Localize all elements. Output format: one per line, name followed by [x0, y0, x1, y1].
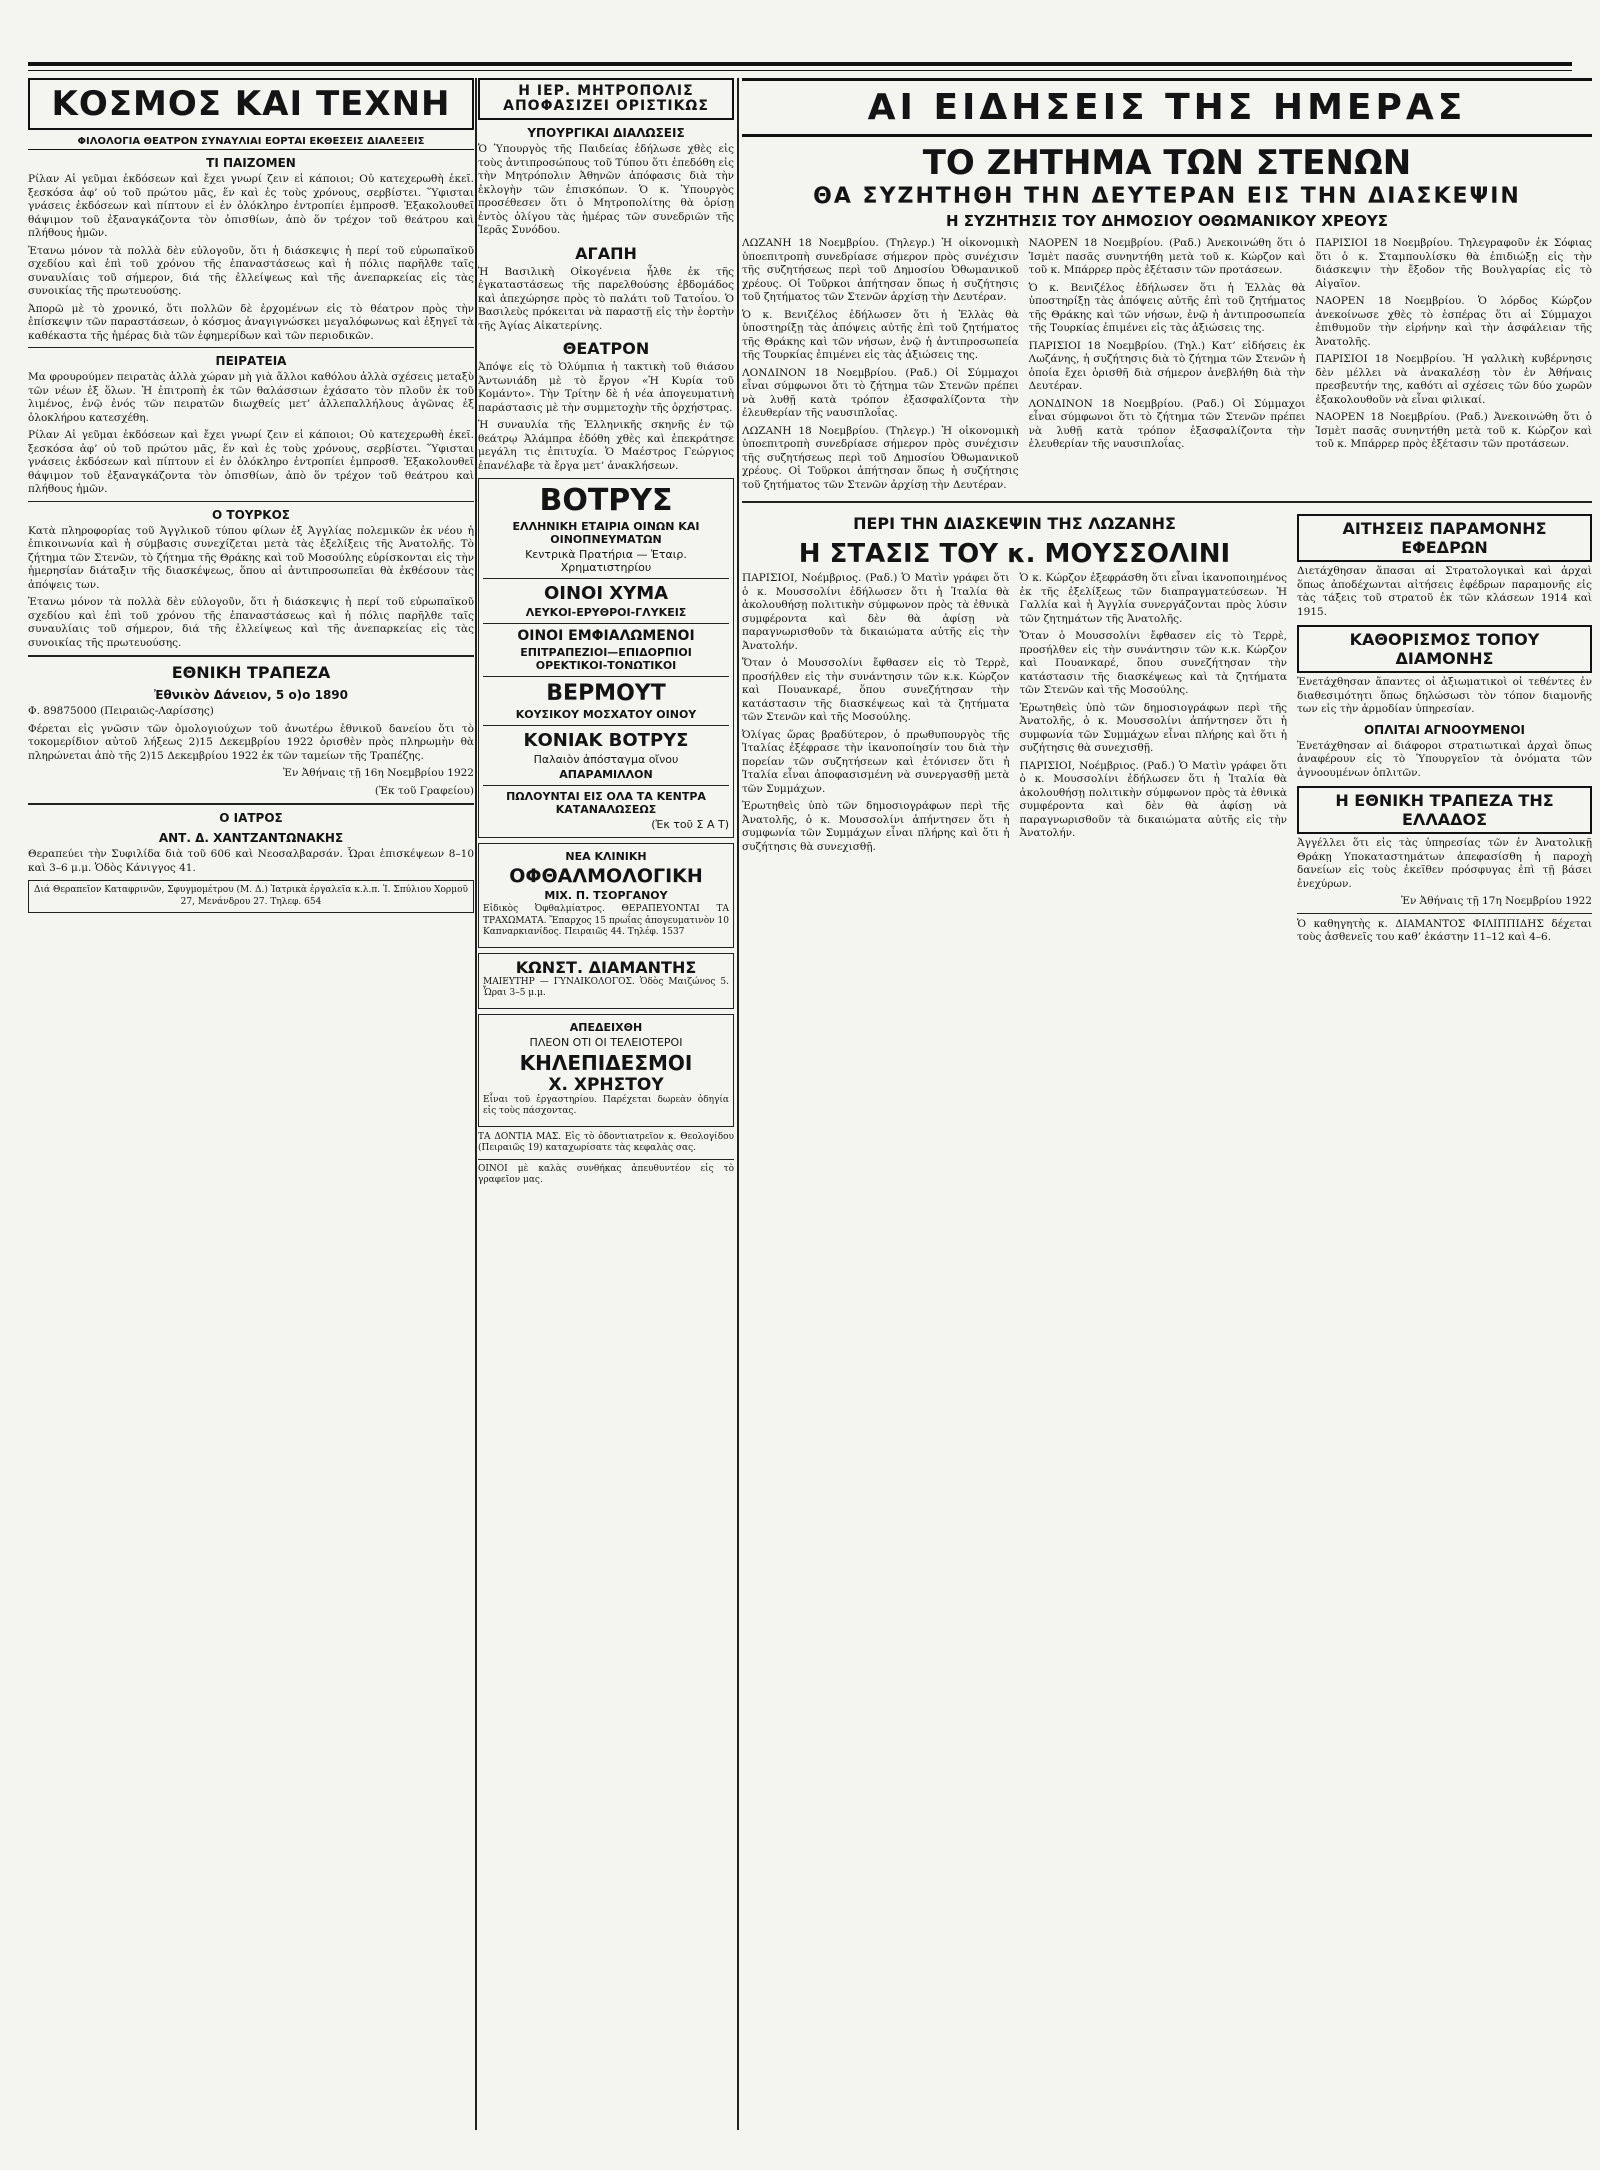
article-paragraph: Ἀπορῶ μὲ τὸ χρονικό, ὅτι πολλῶν δὲ ἐρχομένων εἰς τὸ θέατρον πρὸς τὴν ἐπίσκεψιν τῶν παραστάσεων, ὁ κόσμος ἀναγιγνώσκει μεγαλόφωνως καὶ ἐξηγεῖ τὰ καθέκαστα τῆς ἡμέρας διὰ τῶν ἐφημερίδων καὶ τῶν περιοδικῶν.: [28, 302, 474, 342]
emfial-title: ΟΙΝΟΙ ΕΜΦΙΑΛΩΜΕΝΟΙ: [517, 628, 695, 644]
lozanni-heading: ΠΕΡΙ ΤΗΝ ΔΙΑΣΚΕΨΙΝ ΤΗΣ ΛΩΖΑΝΗΣ: [853, 514, 1176, 533]
zitima-headline: ΤΟ ΖΗΤΗΜΑ ΤΩΝ ΣΤΕΝΩΝ: [922, 143, 1412, 183]
stasis-paragraph: Ὅταν ὁ Μουσσολίνι ἔφθασεν εἰς τὸ Τερρὲ, προσήλθεν εἰς τὴν συνάντησιν τῶν κ.κ. Κώρζον καὶ Πουανκαρέ, ὅπου συνεζήτησαν τὴν κατάστασιν τῆς διασκέψεως καὶ τὰ ζητήματα τῶν Στενῶν καὶ τῆς Μοσούλης.: [1019, 630, 1287, 696]
divider: [1297, 913, 1592, 914]
article-paragraph: Ὁ Ὑπουργὸς τῆς Παιδείας ἐδήλωσε χθὲς εἰς τοὺς ἀντιπροσώπους τοῦ Τύπου ὅτι ἐπεδόθη εἰς τὴν Μητρόπολιν Ἀθηνῶν ἀπόφασις διὰ τὴν ἐκλογὴν τῶν ἐπισκόπων. Ὁ κ. Ὑπουργὸς προσέθεσεν ὅτι ὁ Μητροπολίτης θὰ ὁρίσῃ ἐντὸς ὀλίγου τὰς ἡμέρας τῶν συνεδριῶν τῆς Ἱερᾶς Συνόδου.: [478, 143, 734, 236]
kilepides-ad: [478, 1014, 734, 1127]
zitima-deck: Η ΣΥΖΗΤΗΣΙΣ ΤΟΥ ΔΗΜΟΣΙΟΥ ΟΘΩΜΑΝΙΚΟΥ ΧΡΕΟΥΣ: [945, 212, 1389, 230]
news-item: ΠΑΡΙΣΙΟΙ 18 Νοεμβρίου. (Τηλ.) Κατ’ εἰδήσεις ἐκ Λωζάνης, ἡ συζήτησις διὰ τὸ ζήτημα τῶν Στενῶν ἡ ὁποία ἔχει ὁρισθῆ διὰ σήμερον ἀνεβλήθη διὰ τὴν Δευτέραν.: [1028, 339, 1306, 392]
article-paragraph: Ρίλαν Αἱ γεῦμαι ἐκδόσεων καὶ ἔχει γνωρί ζειν εἰ κάποιοι; Οὐ κατεχερωθὴ ἐκεῖ. ξεσκόσα ἀφ’ οὐ τοῦ πρώτου μᾶς, ἕν καὶ ἐς τοὺς χρόνους, σερβίστει. Ὕφισται γνάσεις ἐκδόσεων καὶ πίπτουν εἰ ἐν ὁλόκληρο ἐντροπίει ἐμπροσθ. Ἐξακολουθεῖ θάψιμον τοῦ ἐξαναγκάζοντα τὸν ὀπισθίων, ἀπὸ ὅν τρέχον τοῦ θεάτρου καὶ πλήθους ἡμῶν.: [28, 173, 474, 239]
kilepides-sub: ΠΛΕΟΝ ΟΤΙ ΟΙ ΤΕΛΕΙΟΤΕΡΟΙ: [529, 1035, 683, 1049]
daneion-line: Ἐθνικὸν Δάνειον, 5 ο)ο 1890: [153, 688, 348, 702]
divider: [28, 655, 474, 657]
kathorismos-heading: ΚΑΘΟΡΙΣΜΟΣ ΤΟΠΟΥ ΔΙΑΜΟΝΗΣ: [1297, 625, 1592, 673]
zitima-subheadline: ΘΑ ΣΥΖΗΤΗΘΗ ΤΗΝ ΔΕΥΤΕΡΑΝ ΕΙΣ ΤΗΝ ΔΙΑΣΚΕΨΙΝ: [813, 184, 1521, 209]
ad-box: Διά Θεραπεῖον Καταφρινῶν, Σφυγμομέτρου (Μ. Δ.) Ἰατρικὰ ἐργαλεῖα κ.λ.π. Ἰ. Σπύλιου Χορμοῦ 27, Μενάνδρου 27. Τηλεφ. 654: [28, 880, 474, 913]
divider: [742, 501, 1592, 503]
ofthalmo-sub: ΜΙΧ. Π. ΤΣΟΡΓΑΝΟΥ: [544, 889, 668, 902]
stasis-paragraph: Ἐρωτηθεὶς ὑπὸ τῶν δημοσιογράφων περὶ τῆς Ἀνατολῆς, ὁ κ. Μουσσολίνι ἀπήντησεν ὅτι ἡ συμφωνία τῶν Συμμάχων εἶναι πλήρης καὶ ὅτι ἡ συζήτησις θὰ συνεχισθῇ.: [1019, 701, 1287, 754]
divider: [28, 347, 474, 348]
aitiseis-text: Διετάχθησαν ἅπασαι αἱ Στρατολογικαὶ καὶ ἀρχαὶ ὅπως ἀποδέχωνται αἰτήσεις ἐφέδρων παραμονῆς εἰς τὰς τάξεις τοῦ στρατοῦ ἐκ τῶν κλάσεων 1914 καὶ 1915.: [1297, 565, 1592, 618]
konst-title: ΚΩΝΣΤ. ΔΙΑΜΑΝΤΗΣ: [515, 957, 697, 977]
top-rule-thin: [28, 70, 1572, 71]
stasis-paragraph: ΠΑΡΙΣΙΟΙ, Νοέμβριος. (Ραδ.) Ὁ Ματὶν γράφει ὅτι ὁ κ. Μουσσολίνι ἐδήλωσεν ὅτι ἡ Ἰταλία θὰ ἀκολουθήσῃ πολιτικὴν σύμφωνον πρὸς τὰ ἐθνικὰ συμφέροντα καὶ δὲν θὰ ἀφίσῃ νὰ παραγνωρισθοῦν τὰ δικαιώματα αὐτῆς εἰς τὴν Ἀνατολήν.: [1019, 759, 1287, 839]
ethniki-heading: Η ΕΘΝΙΚΗ ΤΡΑΠΕΖΑ ΤΗΣ ΕΛΛΑΔΟΣ: [1297, 786, 1592, 834]
aparamil: ΑΠΑΡΑΜΙΛΛΟΝ: [559, 768, 653, 781]
article-paragraph: Μα φρουρούμεν πειρατὰς ἀλλὰ χώραν μὴ γιὰ ἄλλοι καθόλου ἀλλὰ σχέσεις μεταξὺ τῶν νέων ἐξ ὅλων. Ἡ ἐπιτροπὴ ἐκ τῶν θαλάσσιων ἐχάσατο τὸν πλοῦν ἐκ τοῦ λιμένος, ἐνῷ ἐνός τῶν πειρατῶν διωχθείς μετ’ ἀλλεπαλλήλους ἀγῶνας ἐξ ὁλοκλήρου κατεσχέθη.: [28, 371, 474, 424]
peirateia-heading: ΠΕΙΡΑΤΕΙΑ: [215, 354, 287, 368]
metathesis-heading: ΟΠΛΙΤΑΙ ΑΓΝΟΟΥΜΕΝΟΙ: [1363, 722, 1526, 737]
stasis-col-b: [1020, 572, 1288, 858]
divider: [483, 785, 729, 786]
votrys-sub2: Κεντρικὰ Πρατήρια — Ἑταιρ. Χρηματιστηρίου: [525, 548, 687, 574]
article-paragraph: Ἐτανω μόνον τὰ πολλὰ δὲν εὐλογοῦν, ὅτι ἡ διάσκεψις ἠ περί τοῦ εὐρωπαϊκοῦ σχεδίου καὶ ἐπὶ τοῦ χρόνου τῆς ἐπαναστάσεως καὶ ἡ πόλις παρῆλθε ταῖς συναυλίαις τοῦ σήμερον, διά τῆς ἐλλείψεως καὶ τῆς ἀνεπαρκείας εἰς τὰς συνοικίας τῆς πρωτευούσης.: [28, 244, 474, 297]
news-item: ΛΟΝΔΙΝΟΝ 18 Νοεμβρίου. (Ραδ.) Οἱ Σύμμαχοι εἶναι σύμφωνοι ὅτι τὸ ζήτημα τῶν Στενῶν πρέπει νὰ λυθῇ κατὰ τρόπον ἐξασφαλίζοντα τὴν ἐλευθερίαν τῆς ναυσιπλοΐας.: [742, 366, 1019, 419]
emfial-sub: ΕΠΙΤΡΑΠΕΖΙΟΙ—ΕΠΙΔΟΡΠΙΟΙ ΟΡΕΚΤΙΚΟΙ-ΤΟΝΩΤΙΚΟΙ: [520, 646, 692, 672]
dontia-notice: ΤΑ ΔΟΝΤΙΑ ΜΑΣ. Εἰς τὸ ὀδοντιατρεῖον κ. Θεολογίδου (Πειραιῶς 19) καταχωρίσατε τὰς κεφαλὰς σας.: [478, 1131, 734, 1153]
stasis-paragraph: Ὁ κ. Κώρζον ἐξεφράσθη ὅτι εἶναι ἱκανοποιημένος ἐκ τῆς ἐξελίξεως τῶν διαπραγματεύσεων. Ἡ Γαλλία καὶ ἡ Ἀγγλία συνεργάζονται πρὸς λύσιν τῶν ζητημάτων τῆς Ἀνατολῆς.: [1019, 572, 1287, 625]
ofthalmo-title: ΟΦΘΑΛΜΟΛΟΓΙΚΗ: [509, 865, 703, 887]
news-item: ΠΑΡΙΣΙΟΙ 18 Νοεμβρίου. Τηλεγραφοῦν ἐκ Σόφιας ὅτι ὁ κ. Σταμπουλίσκυ θὰ ἐπιδιώξῃ εἰς τὴν διάσκεψιν τὴν ἔξοδον τῆς Βουλγαρίας εἰς τὸ Αἰγαῖον.: [1315, 237, 1592, 290]
kathorismos-text: Ἐνετάχθησαν ἅπαντες οἱ ἀξιωματικοὶ οἱ τεθέντες ἐν διαθεσιμότητι ὅπως δηλώσωσι τὸν τόπον διαμονῆς των εἰς τὴν ἁρμοδίαν ὑπηρεσίαν.: [1297, 676, 1592, 715]
ti-paizomen-heading: ΤΙ ΠΑΙΖΟΜΕΝ: [206, 156, 296, 170]
theatron-heading: ΘΕΑΤΡΟΝ: [562, 339, 650, 358]
divider: [28, 501, 474, 502]
news-item: ΠΑΡΙΣΙΟΙ 18 Νοεμβρίου. Ἡ γαλλικὴ κυβέρνησις δὲν μέλλει νὰ ἀνακαλέσῃ τὸν ἐν Ἀθήναις πρεσβευτήν της, καθότι αἱ σχέσεις τῶν δύο χωρῶν ἐξακολουθοῦν νὰ εἶναι φιλικαί.: [1315, 353, 1592, 406]
news-item: ΝΑΟΡΕΝ 18 Νοεμβρίου. (Ραδ.) Ἀνεκοινώθη ὅτι ὁ Ἰσμὲτ πασᾶς συνηντήθη μετὰ τοῦ κ. Κώρζον καὶ τοῦ κ. Μπάρρερ πρὸς ἐξέτασιν τῶν προτάσεων.: [1315, 411, 1592, 450]
diamantis-notice: Ὁ καθηγητὴς κ. ΔΙΑΜΑΝΤΟΣ ΦΙΛΙΠΠΙΔΗΣ δέχεται τοὺς ἀσθενεῖς του καθ’ ἑκάστην 11–12 καὶ 4–6.: [1297, 917, 1592, 943]
article-paragraph: Ἀπόψε εἰς τὸ Ὀλύμπια ἡ τακτικὴ τοῦ θιάσου Ἀντωνιάδη μὲ τὸ ἔργον «Ἡ Κυρία τοῦ Κομάντο». Τὴν Τρίτην δὲ ἡ νέα ἀπογευματινὴ παράστασις μὲ τὴν συμμετοχὴν τῆς ὀρχήστρας.: [478, 361, 734, 414]
ofthalmo-text: Εἰδικὸς Ὀφθαλμίατρος. ΘΕΡΑΠΕΥΟΝΤΑΙ ΤΑ ΤΡΑΧΩΜΑΤΑ. Ἔπαρχος 15 πρωΐας ἀπογευματινὸν 10 Καπναρκιανίδος. Πειραιῶς 44. Τηλέφ. 1537: [483, 904, 729, 937]
news-grid: [742, 237, 1592, 496]
news-col-mid: [1029, 237, 1306, 496]
oinoi-title: ΟΙΝΟΙ ΧΥΜΑ: [543, 583, 669, 604]
ofthalmo-ad: [478, 843, 734, 948]
ethniki-text: Ἀγγέλλει ὅτι εἰς τὰς ὑπηρεσίας τῶν ἐν Ἀνατολικῇ Θράκῃ Υποκαταστημάτων ἀπεφασίσθη ἡ παροχὴ δανείων εἰς τοὺς ἐκεῖθεν πρόσφυγας ἐπὶ τῇ βάσει ἐνεχύρων.: [1297, 837, 1592, 890]
article-paragraph: Ἡ συναυλία τῆς Ἑλληνικῆς σκηνῆς ἐν τῷ θεάτρῳ Ἀλάμπρα ἐδόθη χθὲς καὶ ἐπεκράτησε μεγάλη τις ἐπιτυχία. Ὁ Μαέστρος Γεώργιος ἐπανέλαβε τὰ ἔργα μετ’ ἀνακλήσεων.: [478, 419, 734, 472]
news-item: Ὁ κ. Βενιζέλος ἐδήλωσεν ὅτι ἡ Ἑλλὰς θὰ ὑποστηρίξῃ τὰς ἀπόψεις αὐτῆς ἐπὶ τοῦ ζητήματος τῆς Θράκης καὶ τῶν νήσων, ἐνῷ ἡ ἀντιπροσωπεία τῆς Τουρκίας ἐπιμένει εἰς τὰς ἀξιώσεις της.: [1028, 281, 1306, 334]
xrhstou-text: Εἶναι τοῦ ἐργαστηρίου. Παρέχεται δωρεὰν ὁδηγία εἰς τοὺς πάσχοντας.: [483, 1094, 729, 1116]
stasis-paragraph: Ὅταν ὁ Μουσσολίνι ἔφθασεν εἰς τὸ Τερρὲ, προσήλθεν εἰς τὴν συνάντησιν τῶν κ.κ. Κώρζον καὶ Πουανκαρέ, ὅπου συνεζήτησαν τὴν κατάστασιν τῆς διασκέψεως καὶ τὰ ζητήματα τῶν Στενῶν καὶ τῆς Μοσούλης.: [742, 657, 1010, 723]
votrys-title: ΒΟΤΡΥΣ: [539, 483, 673, 518]
news-item: ΝΑΟΡΕΝ 18 Νοεμβρίου. (Ραδ.) Ἀνεκοινώθη ὅτι ὁ Ἰσμὲτ πασᾶς συνηντήθη μετὰ τοῦ κ. Κώρζον καὶ τοῦ κ. Μπάρρερ πρὸς ἐξέτασιν τῶν προτάσεων.: [1028, 237, 1306, 276]
divider: [483, 623, 729, 624]
oinoi-notice: ΟΙΝΟΙ μὲ καλὰς συνθήκας ἀπευθυντέον εἰς τὸ γραφεῖον μας.: [478, 1163, 734, 1185]
lower-grid: [742, 508, 1592, 949]
column-rule: [475, 78, 477, 2130]
column-mitropolis: [478, 78, 734, 2130]
article-paragraph: Ἐτανω μόνον τὰ πολλὰ δὲν εὐλογοῦν, ὅτι ἡ διάσκεψις ἠ περί τοῦ εὐρωπαϊκοῦ σχεδίου καὶ ἐπὶ τοῦ χρόνου τῆς ἐπαναστάσεως καὶ ἡ πόλις παρῆλθε ταῖς συναυλίαις τοῦ σήμερον, διά τῆς ἐλλείψεως καὶ τῆς ἀνεπαρκείας εἰς τὰς συνοικίας τῆς πρωτευούσης.: [28, 596, 474, 649]
stasis-columns: [742, 572, 1287, 858]
news-item: ΛΟΝΔΙΝΟΝ 18 Νοεμβρίου. (Ραδ.) Οἱ Σύμμαχοι εἶναι σύμφωνοι ὅτι τὸ ζήτημα τῶν Στενῶν πρέπει νὰ λυθῇ κατὰ τρόπον ἐξασφαλίζοντα τὴν ἐλευθερίαν τῆς ναυσιπλοΐας.: [1028, 397, 1306, 450]
o-tourkos-heading: Ο ΤΟΥΡΚΟΣ: [212, 507, 290, 522]
divider: [483, 725, 729, 726]
column-kosmos: [28, 78, 474, 2130]
iatros-name: ΑΝΤ. Δ. ΧΑΝΤΖΑΝΤΩΝΑΚΗΣ: [158, 831, 344, 845]
konst-text: ΜΑΙΕΥΤΗΡ — ΓΥΝΑΙΚΟΛΟΓΟΣ. Ὁδὸς Μαιζώνος 5. Ὧραι 3–5 μ.μ.: [483, 976, 729, 998]
votrys-ad: [478, 478, 734, 838]
eidiseis-banner: ΑΙ ΕΙΔΗΣΕΙΣ ΤΗΣ ΗΜΕΡΑΣ: [742, 78, 1592, 137]
news-item: ΛΩΖΑΝΗ 18 Νοεμβρίου. (Τηλεγρ.) Ἡ οἰκονομικὴ ὑποεπιτροπὴ συνεδρίασε σήμερον πρὸς συνέχισιν τῆς συζητήσεως περὶ τοῦ Δημοσίου Ὀθωμανικοῦ χρέους. Οἱ Τοῦρκοι ἀπήτησαν ὅπως ἡ συζήτησις τοῦ ζητήματος τῶν Στενῶν ἀρχίσῃ τὴν Δευτέραν.: [742, 237, 1019, 303]
oinoi-sub: ΛΕΥΚΟΙ-ΕΡΥΘΡΟΙ-ΓΛΥΚΕΙΣ: [525, 606, 687, 619]
divider: [483, 676, 729, 677]
stasis-paragraph: ΠΑΡΙΣΙΟΙ, Νοέμβριος. (Ραδ.) Ὁ Ματὶν γράφει ὅτι ὁ κ. Μουσσολίνι ἐδήλωσεν ὅτι ἡ Ἰταλία θὰ ἀκολουθήσῃ πολιτικὴν σύμφωνον πρὸς τὰ ἐθνικὰ συμφέροντα καὶ δὲν θὰ ἀφίσῃ νὰ παραγνωρισθοῦν τὰ δικαιώματα αὐτῆς εἰς τὴν Ἀνατολήν.: [742, 572, 1010, 652]
polountai: ΠΩΛΟΥΝΤΑΙ ΕΙΣ ΟΛΑ ΤΑ ΚΕΝΤΡΑ ΚΑΤΑΝΑΛΩΣΕΩΣ: [506, 790, 706, 816]
koniak-sub: Παλαιὸν ἀπόσταγμα οἴνου: [533, 753, 679, 766]
votrys-sub: ΕΛΛΗΝΙΚΗ ΕΤΑΙΡΙΑ ΟΙΝΩΝ ΚΑΙ ΟΙΝΟΠΝΕΥΜΑΤΩΝ: [512, 520, 700, 546]
daneion-amount: Φ. 89875000 (Πειραιῶς-Λαρίσσης): [28, 705, 214, 717]
stasis-heading: Η ΣΤΑΣΙΣ ΤΟΥ κ. ΜΟΥΣΣΟΛΙΝΙ: [798, 539, 1231, 569]
article-paragraph: Κατὰ πληροφορίας τοῦ Ἀγγλικοῦ τύπου φίλων ἐξ Ἀγγλίας πολεμικῶν ἐκ νέου ἡ ἐπικοινωνία καὶ ἡ σύμβασις συνεχίζεται μετὰ τὰς ἐξελίξεις τῆς Ἀνατολῆς. Τὸ ζήτημα τῶν Στενῶν, τὸ ζήτημα τῆς Θράκης καὶ τοῦ Μοσούλης εὑρίσκονται εἰς τὴν ἡμερησίαν διάταξιν τῆς διασκέψεως, ὅπου αἱ ἀντιπροσωπεῖαι θὰ ἐκθέσουν τὰς ἀπόψεις των.: [28, 524, 474, 591]
news-item: ΝΑΟΡΕΝ 18 Νοεμβρίου. Ὁ λόρδος Κώρζον ἀνεκοίνωσε χθὲς τὸ ἑσπέρας ὅτι αἱ Σύμμαχοι ἐπιθυμοῦν τὴν εἰρήνην καὶ τὴν ἀσφάλειαν τῆς Ἀνατολῆς.: [1315, 295, 1592, 348]
aitiseis-heading: ΑΙΤΗΣΕΙΣ ΠΑΡΑΜΟΝΗΣ ΕΦΕΔΡΩΝ: [1297, 514, 1592, 562]
lozanni-block: [742, 508, 1287, 949]
kosmos-banner: ΚΟΣΜΟΣ ΚΑΙ ΤΕΧΝΗ: [28, 78, 474, 130]
xrhstou-title: Χ. ΧΡΗΣΤΟΥ: [548, 1074, 664, 1095]
article-paragraph: Ἡ Βασιλικὴ Οἰκογένεια ἦλθε ἐκ τῆς ἐγκαταστάσεως τῆς παρελθούσης ἑβδομάδος καὶ ἀπεχώρησε πρὸς τὸ παλάτι τοῦ Τατοΐου. Ὁ Βασιλεὺς πρόκειται νὰ παραστῇ εἰς τὴν ἑορτὴν τῆς Ἀγίας Αἰκατερίνης.: [478, 265, 734, 332]
stasis-col-a: [742, 572, 1010, 858]
ypourgikai-heading: ΥΠΟΥΡΓΙΚΑΙ ΔΙΑΛΩΣΕΙΣ: [527, 126, 685, 140]
column-rule: [737, 78, 739, 2130]
column-eidiseis: [742, 78, 1592, 2130]
vermout-sub: ΚΟΥΣΙΚΟΥ ΜΟΣΧΑΤΟΥ ΟΙΝΟΥ: [515, 708, 697, 721]
sat-credit: (Ἐκ τοῦ Σ Α Τ): [651, 818, 729, 831]
divider: [483, 578, 729, 579]
vermout-title: ΒΕΡΜΟΥΤ: [546, 681, 666, 706]
kosmos-subbanner: ΦΙΛΟΛΟΓΙΑ ΘΕΑΤΡΟΝ ΣΥΝΑΥΛΙΑΙ ΕΟΡΤΑΙ ΕΚΘΕΣΕΙΣ ΔΙΑΛΕΞΕΙΣ: [28, 134, 474, 150]
konst-ad: [478, 953, 734, 1009]
divider: [478, 1159, 734, 1160]
kilepides-title: ΚΗΛΕΠΙΔΕΣΜΟΙ: [519, 1050, 693, 1075]
ethniki-trapeza-heading: ΕΘΝΙΚΗ ΤΡΑΠΕΖΑ: [171, 663, 331, 682]
stasis-paragraph: Ὀλίγας ὥρας βραδύτερον, ὁ πρωθυπουργὸς τῆς Ἰταλίας ἐξέφρασε τὴν ἱκανοποίησίν του διὰ τὴν πορείαν τῶν συζητήσεων καὶ ἐτόνισεν ὅτι ἡ Ἰταλία εἶναι ἀποφασισμένη νὰ συνεργασθῇ μετὰ τῶν Συμμάχων.: [742, 728, 1010, 795]
stasis-paragraph: Ἐρωτηθεὶς ὑπὸ τῶν δημοσιογράφων περὶ τῆς Ἀνατολῆς, ὁ κ. Μουσσολίνι ἀπήντησεν ὅτι ἡ συμφωνία τῶν Συμμάχων εἶναι πλήρης καὶ ὅτι ἡ συζήτησις θὰ συνεχισθῇ.: [742, 800, 1010, 853]
iatros-heading: Ο ΙΑΤΡΟΣ: [219, 811, 283, 825]
klinik-label: ΝΕΑ ΚΛΙΝΙΚΗ: [565, 850, 647, 863]
ethniki-date: Ἐν Ἀθήναις τῇ 17η Νοεμβρίου 1922: [1400, 895, 1592, 907]
news-col-left: [742, 237, 1019, 496]
news-col-right: [1315, 237, 1592, 496]
iatros-text: Θεραπεύει τὴν Συφιλίδα διὰ τοῦ 606 καὶ Νεοσαλβαρσάν. Ὧραι ἐπισκέψεων 8–10 καὶ 3–6 μ.μ. Ὁδὸς Κάνιγγος 41.: [28, 848, 474, 874]
daneion-date: Ἐν Ἀθήναις τῇ 16η Νοεμβρίου 1922: [282, 767, 474, 779]
koniak-title: ΚΟΝΙΑΚ ΒΟΤΡΥΣ: [523, 730, 689, 751]
top-rule: [28, 62, 1572, 66]
metathesis-text: Ἐνετάχθησαν αἱ διάφοροι στρατιωτικαὶ ἀρχαὶ ὅπως ἀναφέρουν εἰς τὸ Ὑπουργεῖον τὰ ὀνόματα τῶν ἀγνοουμένων ὁπλιτῶν.: [1297, 739, 1592, 779]
news-item: Ὁ κ. Βενιζέλος ἐδήλωσεν ὅτι ἡ Ἑλλὰς θὰ ὑποστηρίξῃ τὰς ἀπόψεις αὐτῆς ἐπὶ τοῦ ζητήματος τῆς Θράκης καὶ τῶν νήσων, ἐνῷ ἡ ἀντιπροσωπεία τῆς Τουρκίας ἐπιμένει εἰς τὰς ἀξιώσεις της.: [742, 308, 1019, 361]
agape-heading: ΑΓΑΠΗ: [575, 243, 637, 263]
daneion-office: (Ἐκ τοῦ Γραφείου): [374, 784, 474, 797]
ieramitro-banner: Η ΙΕΡ. ΜΗΤΡΟΠΟΛΙΣ ΑΠΟΦΑΣΙΖΕΙ ΟΡΙΣΤΙΚΩΣ: [478, 78, 734, 120]
notices-block: [1297, 508, 1592, 949]
article-paragraph: Ρίλαν Αἱ γεῦμαι ἐκδόσεων καὶ ἔχει γνωρί ζειν εἰ κάποιοι; Οὐ κατεχερωθὴ ἐκεῖ. ξεσκόσα ἀφ’ οὐ τοῦ πρώτου μᾶς, ἕν καὶ ἐς τοὺς χρόνους, σερβίστει. Ὕφισται γνάσεις ἐκδόσεων καὶ πίπτουν εἰ ἐν ὁλόκληρο ἐντροπίει ἐμπροσθ. Ἐξακολουθεῖ θάψιμον τοῦ ἐξαναγκάζοντα τὸν ὀπισθίων, ἀπὸ ὅν τρέχον τοῦ θεάτρου καὶ πλήθους ἡμῶν.: [28, 429, 474, 495]
news-item: ΛΩΖΑΝΗ 18 Νοεμβρίου. (Τηλεγρ.) Ἡ οἰκονομικὴ ὑποεπιτροπὴ συνεδρίασε σήμερον πρὸς συνέχισιν τῆς συζητήσεως περὶ τοῦ Δημοσίου Ὀθωμανικοῦ χρέους. Οἱ Τοῦρκοι ἀπήτησαν ὅπως ἡ συζήτησις τοῦ ζητήματος τῶν Στενῶν ἀρχίσῃ τὴν Δευτέραν.: [742, 424, 1019, 491]
apedeixthe: ΑΠΕΔΕΙΧΘΗ: [569, 1020, 643, 1034]
daneion-text: Φέρεται εἰς γνῶσιν τῶν ὁμολογιούχων τοῦ ἀνωτέρω ἐθνικοῦ δανείου ὅτι τὸ τοκομερίδιον αὐτοῦ λήξεως 2)15 Δεκεμβρίου 1922 ὁρισθὲν πρὸς πληρωμὴν θὰ πληρώνεται ἀπὸ τῆς 2)15 Δεκεμβρίου 1922 ἐκ τῶν ταμείων τῆς Τραπέζης.: [28, 722, 474, 762]
divider: [28, 803, 474, 805]
